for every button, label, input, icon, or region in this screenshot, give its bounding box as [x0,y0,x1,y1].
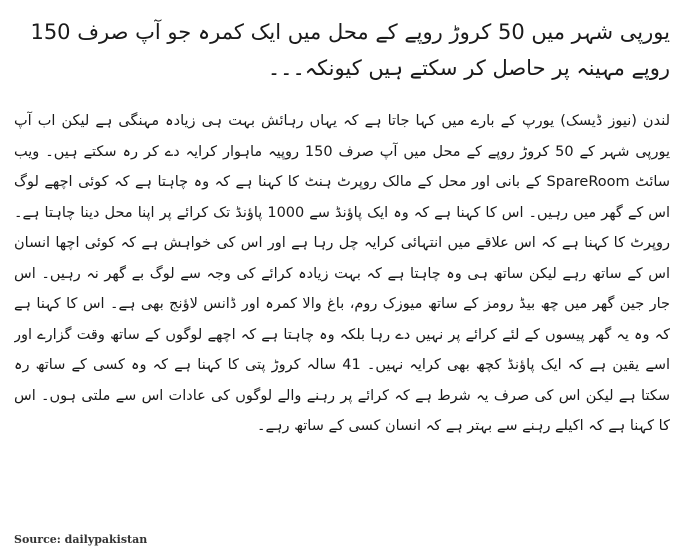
article-headline: یورپی شہر میں 50 کروڑ روپے کے محل میں ایک کمرہ جو آپ صرف 150 روپے مہینہ پر حاصل کر سکتے ہیں کیونکہ۔۔۔ [30,20,670,80]
news-article [14,14,670,550]
article-source: Source: dailypakistan [14,533,148,546]
article-body: لندن (نیوز ڈیسک) یورپ کے بارے میں کہا جاتا ہے کہ یہاں رہائش بہت ہی زیادہ مہنگی ہے لیکن اب آپ یورپی شہر کے 50 کروڑ روپے کے محل میں آپ صرف 150 روپیہ ماہوار کرایہ دے کر رہ سکتے ہیں۔ ویب سائٹ SpareRoom کے بانی اور محل کے مالک روپرٹ ہنٹ کا کہنا ہے کہ وہ چاہتا ہے کہ کوئی اچھے لوگ اس کے گھر میں رہیں۔ اس کا کہنا ہے کہ وہ ایک پاؤنڈ سے 1000 پاؤنڈ تک کرائے پر اپنا محل دینا چاہتا ہے۔ روپرٹ کا کہنا ہے کہ اس علاقے میں انتہائی کرایہ چل رہا ہے اور اس کی خواہش ہے کہ کوئی اچھا انسان اس کے ساتھ رہے لیکن ساتھ ہی وہ چاہتا ہے کہ بہت زیادہ کرائے کی وجہ سے لوگ بے گھر نہ رہیں۔ اس جار جین گھر میں چھ بیڈ رومز کے ساتھ میوزک روم، باغ والا کمرہ اور ڈانس لاؤنج بھی ہے۔ اس کا کہنا ہے کہ وہ یہ گھر پیسوں کے لئے کرائے پر نہیں دے رہا بلکہ وہ چاہتا ہے کہ اچھے لوگوں کے ساتھ وقت گزارے اور اسے یقین ہے کہ ایک پاؤنڈ کچھ بھی کرایہ نہیں۔ 41 سالہ کروڑ پتی کا کہنا ہے کہ وہ کسی کے ساتھ رہ سکتا ہے لیکن اس کی صرف یہ شرط ہے کہ کرائے پر رہنے والے لوگوں کی عادات اس سے ملتی ہوں۔ اس کا کہنا ہے کہ اکیلے رہنے سے بہتر ہے کہ انسان کسی کے ساتھ رہے۔ [14,113,670,434]
